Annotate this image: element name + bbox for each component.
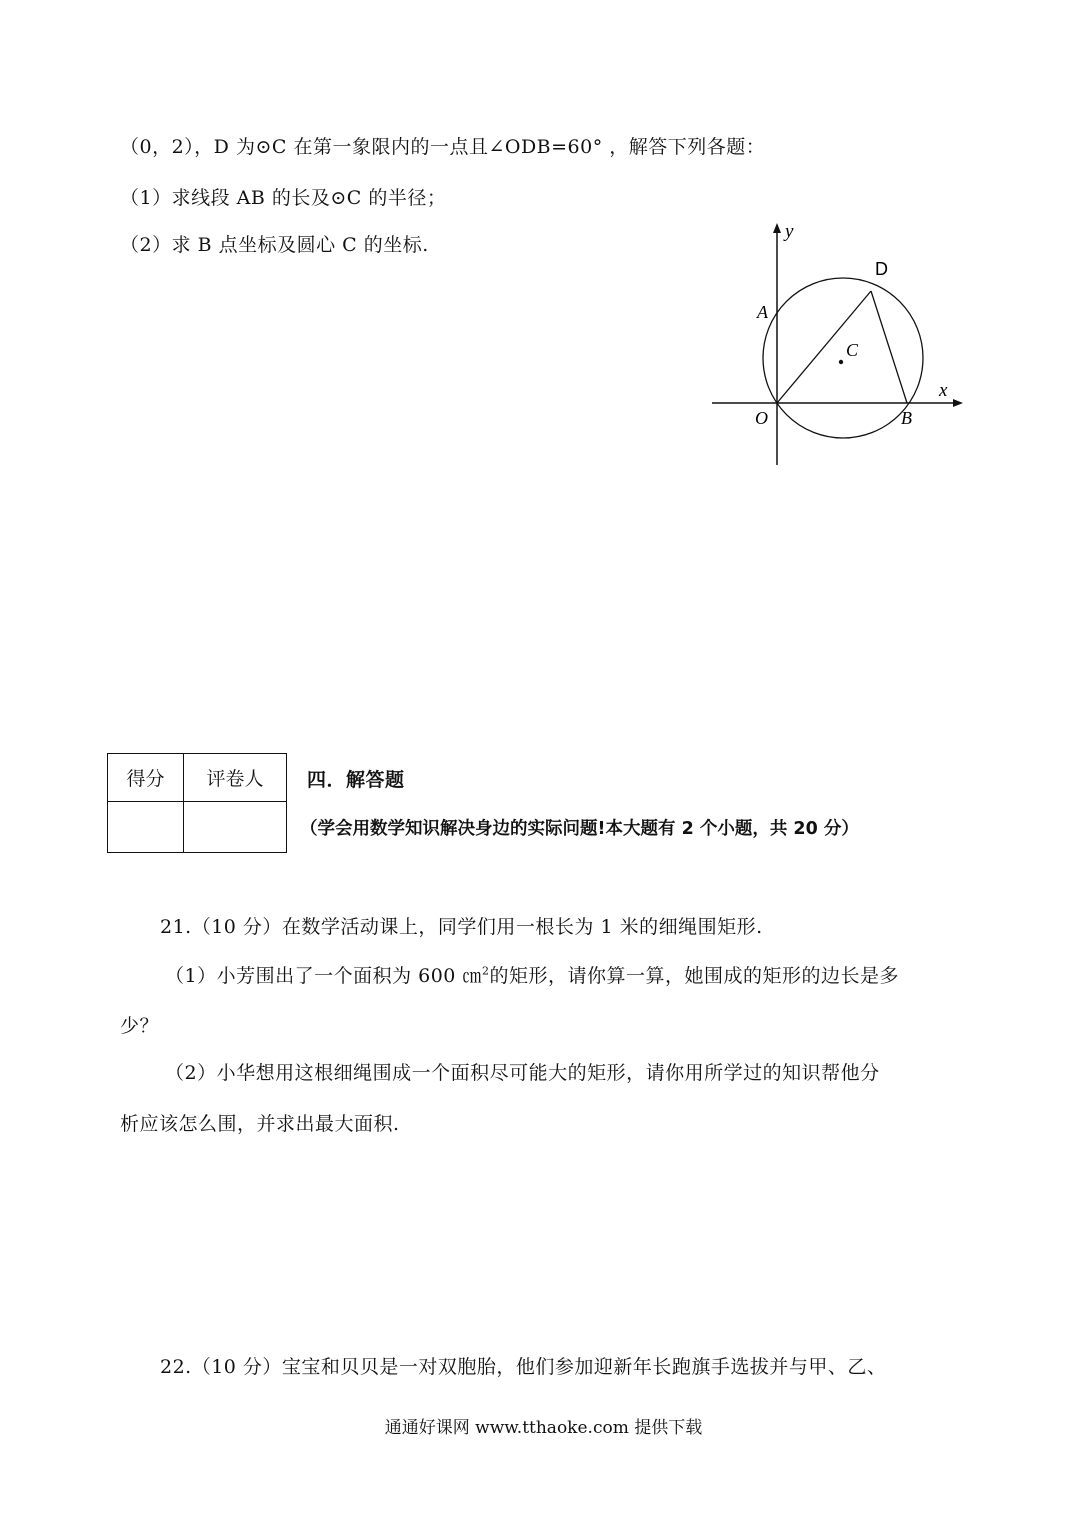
label-x: x: [939, 380, 948, 401]
circle-c: [763, 278, 923, 438]
label-b: B: [901, 408, 912, 428]
section-subtitle: （学会用数学知识解决身边的实际问题!本大题有 2 个小题，共 20 分）: [300, 819, 859, 839]
label-d: D: [875, 259, 888, 279]
label-a: A: [757, 302, 768, 322]
score-cell: [108, 802, 184, 853]
grader-cell: [184, 802, 287, 853]
problem21-line1: 21.（10 分）在数学活动课上，同学们用一根长为 1 米的细绳围矩形.: [160, 916, 763, 938]
label-c: C: [846, 340, 859, 360]
circle-geometry-figure: [705, 215, 965, 475]
score-table: [107, 753, 287, 853]
chord-db: [871, 291, 907, 403]
score-header: 得分: [108, 754, 184, 802]
section-title: 四．解答题: [307, 769, 405, 791]
y-axis-arrow: [773, 223, 781, 233]
problem21-question1: [165, 961, 899, 988]
problem20-line1: （0，2），D 为⊙C 在第一象限内的一点且∠ODB=60° ，解答下列各题：: [120, 136, 766, 158]
q1-superscript: 2: [481, 964, 490, 978]
problem21-question2-cont: 析应该怎么围，并求出最大面积.: [120, 1113, 400, 1135]
problem22-line1: 22.（10 分）宝宝和贝贝是一对双胞胎，他们参加迎新年长跑旗手选拔并与甲、乙、: [160, 1356, 887, 1378]
x-axis-arrow: [953, 399, 963, 407]
problem21-question2: （2）小华想用这根细绳围成一个面积尽可能大的矩形，请你用所学过的知识帮他分: [165, 1062, 880, 1084]
q1-part2: 的矩形，请你算一算，她围成的矩形的边长是多: [489, 965, 899, 987]
grader-header: 评卷人: [184, 754, 287, 802]
label-y: y: [785, 221, 794, 242]
problem20-question2: （2）求 B 点坐标及圆心 C 的坐标.: [120, 234, 429, 256]
q1-part1: （1）小芳围出了一个面积为 600 ㎝: [165, 965, 482, 987]
center-point: [839, 360, 843, 364]
problem20-question1: （1）求线段 AB 的长及⊙C 的半径；: [120, 187, 447, 209]
label-o: O: [755, 408, 768, 428]
page-footer: 通通好课网 www.tthaoke.com 提供下载: [384, 1418, 703, 1438]
problem21-question1-cont: 少？: [120, 1015, 160, 1037]
